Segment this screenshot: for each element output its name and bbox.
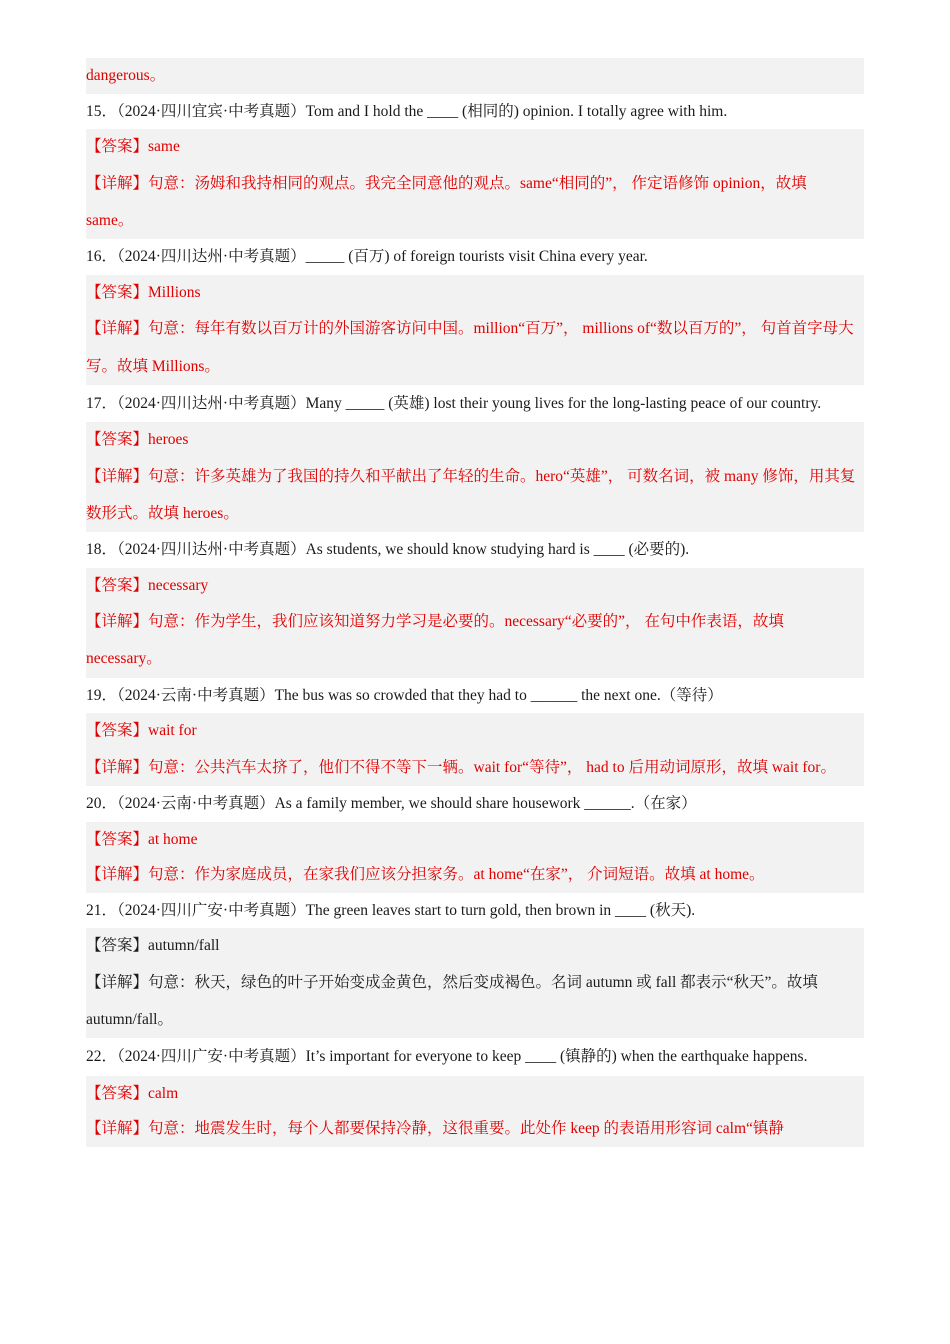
explanation-text: 【详解】句意：汤姆和我持相同的观点。我完全同意他的观点。same“相同的”， 作定语修饰 opinion，故填 same。 (86, 174, 807, 229)
explanation-text: 【详解】句意：公共汽车太挤了，他们不得不等下一辆。wait for“等待”， had to 后用动词原形，故填 wait for。 (86, 758, 836, 776)
explanation-text: 【详解】句意：秋天，绿色的叶子开始变成金黄色，然后变成褐色。名词 autumn 或 fall 都表示“秋天”。故填 autumn/fall。 (86, 973, 818, 1029)
answer-text: 【答案】heroes (86, 430, 189, 448)
question-item-15 (86, 94, 864, 240)
question-item-16 (86, 239, 864, 385)
answer-text: 【答案】wait for (86, 722, 197, 740)
question-text: 19．（2024·云南·中考真题）The bus was so crowded that they had to ______ the next one.（等待） (86, 686, 723, 704)
question-text: 18．（2024·四川达州·中考真题）As students, we should know studying hard is ____ (必要的). (86, 540, 690, 558)
explanation-text: 【详解】句意：许多英雄为了我国的持久和平献出了年轻的生命。hero“英雄”， 可数名词，被 many 修饰，用其复数形式。故填 heroes。 (86, 467, 856, 522)
answer-text: 【答案】Millions (86, 283, 201, 301)
answer-text: 【答案】calm (86, 1084, 179, 1102)
question-item-22 (86, 1038, 864, 1146)
question-text: 15．（2024·四川宜宾·中考真题）Tom and I hold the ____ (相同的) opinion. I totally agree with him. (86, 102, 728, 120)
explanation-text: 【详解】句意：作为家庭成员，在家我们应该分担家务。at home“在家”， 介词短语。故填 at home。 (86, 866, 765, 884)
question-item-19 (86, 678, 864, 786)
question-item-18 (86, 532, 864, 678)
question-text: 17．（2024·四川达州·中考真题）Many _____ (英雄) lost their young lives for the long-lasting peace of our country. (86, 394, 822, 412)
previous-explanation-tail: dangerous。 (86, 58, 864, 94)
explanation-text: 【详解】句意：每年有数以百万计的外国游客访问中国。million“百万”， millions of“数以百万的”， 句首首字母大写。故填 Millions。 (86, 320, 854, 375)
question-text: 21．（2024·四川广安·中考真题）The green leaves start to turn gold, then brown in ____ (秋天). (86, 901, 696, 919)
explanation-text: 【详解】句意：地震发生时，每个人都要保持冷静，这很重要。此处作 keep 的表语用形容词 calm“镇静 (86, 1120, 784, 1138)
answer-text: 【答案】autumn/fall (86, 937, 220, 955)
question-text: 16．（2024·四川达州·中考真题）_____ (百万) of foreign tourists visit China every year. (86, 248, 648, 266)
answer-text: 【答案】same (86, 138, 180, 156)
question-text: 20．（2024·云南·中考真题）As a family member, we should share housework ______.（在家） (86, 794, 697, 812)
explanation-text: 【详解】句意：作为学生，我们应该知道努力学习是必要的。necessary“必要的”， 在句中作表语，故填 necessary。 (86, 613, 784, 668)
question-text: 22．（2024·四川广安·中考真题）It’s important for everyone to keep ____ (镇静的) when the earthquake happens. (86, 1048, 808, 1066)
question-item-17 (86, 385, 864, 532)
document-page (86, 58, 864, 1147)
question-item-20 (86, 786, 864, 893)
answer-text: 【答案】necessary (86, 576, 209, 594)
answer-text: 【答案】at home (86, 830, 198, 848)
question-item-21 (86, 893, 864, 1039)
